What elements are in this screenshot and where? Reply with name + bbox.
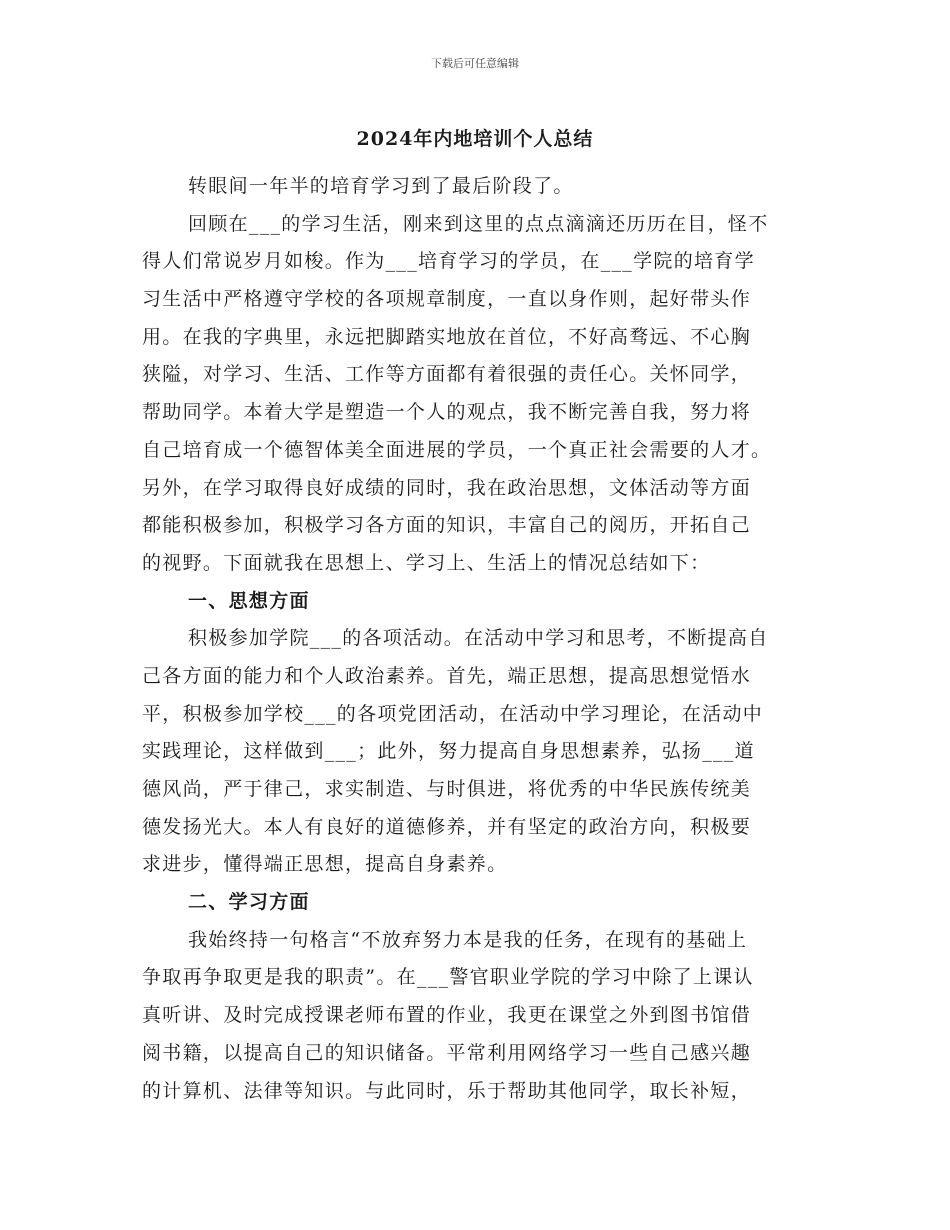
body-text-line: 另外，在学习取得良好成绩的同时，我在政治思想，文体活动等方面 [142,476,752,499]
body-text-line: 帮助同学。本着大学是塑造一个人的观点，我不断完善自我，努力将 [142,401,752,424]
body-text-line: 得人们常说岁月如梭。作为___培育学习的学员，在___学院的培育学 [142,250,755,273]
header-note: 下载后可任意编辑 [431,57,519,70]
body-text-line: 己各方面的能力和个人政治素养。首先，端正思想，提高思想觉悟水 [142,664,752,687]
body-text-line: 争取再争取更是我的职责”。在___警官职业学院的学习中除了上课认 [142,966,754,989]
body-text-line: 实践理论，这样做到___；此外，努力提高自身思想素养，弘扬___道 [142,740,755,763]
body-text-line: 德风尚，严于律己，求实制造、与时俱进，将优秀的中华民族传统美 [142,778,752,800]
body-text-line: 转眼间一年半的培育学习到了最后阶段了。 [188,175,574,197]
body-text-line: 的视野。下面就我在思想上、学习上、生活上的情况总结如下： [142,551,711,574]
body-text-line: 的计算机、法律等知识。与此同时，乐于帮助其他同学，取长补短， [142,1079,752,1102]
body-text-line: 回顾在___的学习生活，刚来到这里的点点滴滴还历历在目，怪不 [188,212,769,235]
body-text-line: 都能积极参加，积极学习各方面的知识，丰富自己的阅历，开拓自己 [142,514,752,537]
body-text-line: 用。在我的字典里，永远把脚踏实地放在首位，不好高骛远、不心胸 [142,325,752,348]
body-text-line: 德发扬光大。本人有良好的道德修养，并有坚定的政治方向，积极要 [142,815,752,838]
body-text-line: 自己培育成一个德智体美全面进展的学员，一个真正社会需要的人才。 [142,438,772,461]
section-heading: 一、思想方面 [188,589,310,612]
section-heading: 二、学习方面 [188,891,310,914]
body-text-line: 阅书籍，以提高自己的知识储备。平常利用网络学习一些自己感兴趣 [142,1041,752,1064]
document-title: 2024年内地培训个人总结 [356,128,594,150]
body-text-line: 求进步，懂得端正思想，提高自身素养。 [142,853,508,876]
document-body [142,168,812,1110]
body-text-line: 习生活中严格遵守学校的各项规章制度，一直以身作则，起好带头作 [142,288,752,311]
body-text-line: 真听讲、及时完成授课老师布置的作业，我更在课堂之外到图书馆借 [142,1004,752,1027]
body-text-line: 狭隘，对学习、生活、工作等方面都有着很强的责任心。关怀同学， [142,363,752,386]
body-text-line: 积极参加学院___的各项活动。在活动中学习和思考，不断提高自 [188,627,769,650]
body-text-line: 我始终持一句格言“不放弃努力本是我的任务，在现有的基础上 [188,928,748,951]
body-text-line: 平，积极参加学校___的各项党团活动，在活动中学习理论，在活动中 [142,702,764,725]
